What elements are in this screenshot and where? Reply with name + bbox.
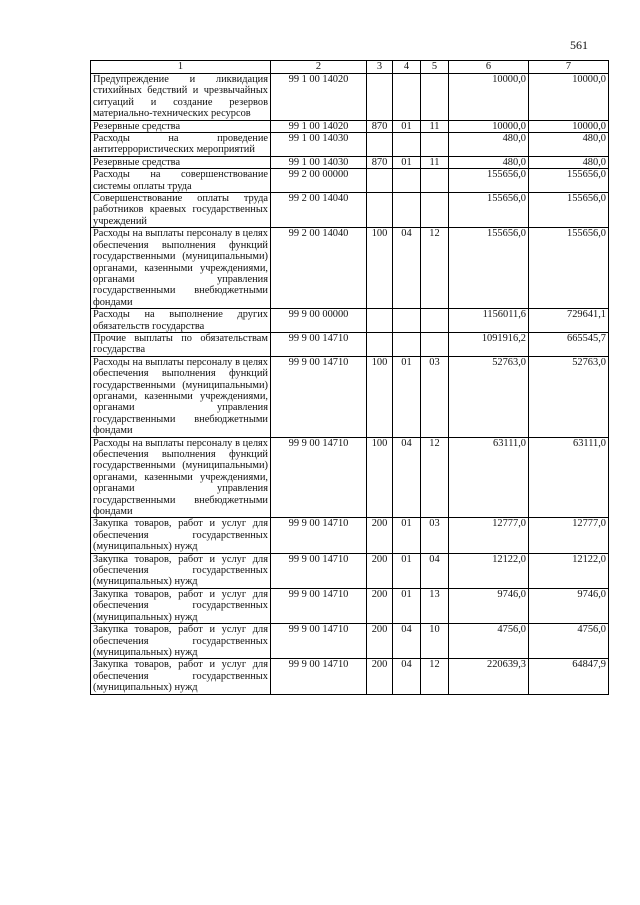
row-rz-cell xyxy=(393,193,421,228)
row-pr-cell: 11 xyxy=(421,156,449,168)
row-sum2-cell: 12122,0 xyxy=(529,553,609,588)
row-code-cell: 99 9 00 14710 xyxy=(271,588,367,623)
row-name-cell: Закупка товаров, работ и услуг для обеспечения государственных (муниципальных) нужд xyxy=(91,624,271,659)
row-rz-cell xyxy=(393,133,421,157)
row-sum1-cell: 10000,0 xyxy=(449,120,529,132)
row-code-cell: 99 9 00 00000 xyxy=(271,309,367,333)
row-sum2-cell: 4756,0 xyxy=(529,624,609,659)
row-code-cell: 99 2 00 14040 xyxy=(271,228,367,309)
row-sum1-cell: 1156011,6 xyxy=(449,309,529,333)
row-code-cell: 99 2 00 14040 xyxy=(271,193,367,228)
row-sum1-cell: 12122,0 xyxy=(449,553,529,588)
table-row xyxy=(91,437,609,518)
table-row xyxy=(91,332,609,356)
row-rz-cell: 04 xyxy=(393,437,421,518)
row-sum1-cell: 1091916,2 xyxy=(449,332,529,356)
table-row xyxy=(91,193,609,228)
row-pr-cell: 10 xyxy=(421,624,449,659)
header-col-5: 5 xyxy=(421,61,449,74)
row-name-cell: Предупреждение и ликвидация стихийных бедствий и чрезвычайных ситуаций и создание резервов материально-технических ресурсов xyxy=(91,74,271,121)
row-pr-cell xyxy=(421,309,449,333)
row-vr-cell xyxy=(367,332,393,356)
row-pr-cell: 03 xyxy=(421,518,449,553)
row-pr-cell xyxy=(421,133,449,157)
row-vr-cell xyxy=(367,309,393,333)
row-sum1-cell: 220639,3 xyxy=(449,659,529,694)
row-name-cell: Расходы на совершенствование системы оплаты труда xyxy=(91,169,271,193)
row-name-cell: Закупка товаров, работ и услуг для обеспечения государственных (муниципальных) нужд xyxy=(91,659,271,694)
row-name-cell: Закупка товаров, работ и услуг для обеспечения государственных (муниципальных) нужд xyxy=(91,518,271,553)
row-sum1-cell: 63111,0 xyxy=(449,437,529,518)
page-number: 561 xyxy=(570,38,588,52)
row-sum2-cell: 64847,9 xyxy=(529,659,609,694)
row-pr-cell: 13 xyxy=(421,588,449,623)
row-vr-cell: 200 xyxy=(367,659,393,694)
row-name-cell: Резервные средства xyxy=(91,120,271,132)
row-sum2-cell: 480,0 xyxy=(529,133,609,157)
row-sum2-cell: 10000,0 xyxy=(529,74,609,121)
row-sum2-cell: 10000,0 xyxy=(529,120,609,132)
table-row xyxy=(91,74,609,121)
row-vr-cell: 200 xyxy=(367,553,393,588)
row-vr-cell: 200 xyxy=(367,588,393,623)
header-col-6: 6 xyxy=(449,61,529,74)
row-rz-cell: 01 xyxy=(393,156,421,168)
row-pr-cell: 12 xyxy=(421,437,449,518)
row-vr-cell xyxy=(367,193,393,228)
row-sum1-cell: 52763,0 xyxy=(449,356,529,437)
budget-table xyxy=(90,60,609,695)
row-pr-cell xyxy=(421,193,449,228)
row-code-cell: 99 1 00 14020 xyxy=(271,74,367,121)
table-row xyxy=(91,133,609,157)
row-pr-cell: 03 xyxy=(421,356,449,437)
row-name-cell: Расходы на выплаты персоналу в целях обеспечения выполнения функций государственными (муниципальными) органами, казенными учреждениями, органами управления государственными внебюджетными фондами xyxy=(91,437,271,518)
row-sum2-cell: 729641,1 xyxy=(529,309,609,333)
row-name-cell: Расходы на выплаты персоналу в целях обеспечения выполнения функций государственными (муниципальными) органами, казенными учреждениями, органами управления государственными внебюджетными фондами xyxy=(91,356,271,437)
row-sum2-cell: 155656,0 xyxy=(529,228,609,309)
row-vr-cell: 200 xyxy=(367,624,393,659)
row-code-cell: 99 9 00 14710 xyxy=(271,437,367,518)
row-sum1-cell: 480,0 xyxy=(449,156,529,168)
row-name-cell: Расходы на проведение антитеррористических мероприятий xyxy=(91,133,271,157)
table-row xyxy=(91,309,609,333)
row-sum1-cell: 4756,0 xyxy=(449,624,529,659)
row-vr-cell: 100 xyxy=(367,437,393,518)
row-sum1-cell: 155656,0 xyxy=(449,169,529,193)
row-rz-cell: 01 xyxy=(393,120,421,132)
table-row xyxy=(91,553,609,588)
row-sum1-cell: 155656,0 xyxy=(449,193,529,228)
header-col-2: 2 xyxy=(271,61,367,74)
header-col-7: 7 xyxy=(529,61,609,74)
row-code-cell: 99 9 00 14710 xyxy=(271,518,367,553)
header-col-4: 4 xyxy=(393,61,421,74)
row-rz-cell: 04 xyxy=(393,624,421,659)
row-vr-cell: 100 xyxy=(367,356,393,437)
row-name-cell: Совершенствование оплаты труда работников краевых государственных учреждений xyxy=(91,193,271,228)
row-sum1-cell: 480,0 xyxy=(449,133,529,157)
row-pr-cell xyxy=(421,74,449,121)
row-sum2-cell: 665545,7 xyxy=(529,332,609,356)
row-code-cell: 99 1 00 14020 xyxy=(271,120,367,132)
row-sum2-cell: 155656,0 xyxy=(529,169,609,193)
row-rz-cell: 04 xyxy=(393,659,421,694)
row-sum2-cell: 52763,0 xyxy=(529,356,609,437)
row-rz-cell xyxy=(393,332,421,356)
row-vr-cell xyxy=(367,74,393,121)
row-rz-cell: 01 xyxy=(393,518,421,553)
row-name-cell: Расходы на выплаты персоналу в целях обеспечения выполнения функций государственными (муниципальными) органами, казенными учреждениями, органами управления государственными внебюджетными фондами xyxy=(91,228,271,309)
table-header-row xyxy=(91,61,609,74)
row-code-cell: 99 9 00 14710 xyxy=(271,356,367,437)
row-name-cell: Закупка товаров, работ и услуг для обеспечения государственных (муниципальных) нужд xyxy=(91,553,271,588)
row-code-cell: 99 1 00 14030 xyxy=(271,133,367,157)
table-row xyxy=(91,659,609,694)
table-row xyxy=(91,356,609,437)
table-row xyxy=(91,228,609,309)
row-vr-cell: 200 xyxy=(367,518,393,553)
row-code-cell: 99 9 00 14710 xyxy=(271,332,367,356)
row-name-cell: Прочие выплаты по обязательствам государства xyxy=(91,332,271,356)
row-vr-cell xyxy=(367,133,393,157)
table-row xyxy=(91,518,609,553)
header-col-1: 1 xyxy=(91,61,271,74)
row-sum1-cell: 12777,0 xyxy=(449,518,529,553)
row-code-cell: 99 2 00 00000 xyxy=(271,169,367,193)
row-sum1-cell: 10000,0 xyxy=(449,74,529,121)
table-row xyxy=(91,169,609,193)
row-rz-cell xyxy=(393,74,421,121)
header-col-3: 3 xyxy=(367,61,393,74)
row-sum2-cell: 63111,0 xyxy=(529,437,609,518)
row-code-cell: 99 9 00 14710 xyxy=(271,624,367,659)
row-vr-cell: 100 xyxy=(367,228,393,309)
row-vr-cell: 870 xyxy=(367,120,393,132)
row-rz-cell: 04 xyxy=(393,228,421,309)
row-pr-cell xyxy=(421,332,449,356)
table-row xyxy=(91,120,609,132)
table-row xyxy=(91,156,609,168)
row-code-cell: 99 9 00 14710 xyxy=(271,553,367,588)
row-pr-cell: 12 xyxy=(421,659,449,694)
row-code-cell: 99 9 00 14710 xyxy=(271,659,367,694)
row-sum2-cell: 155656,0 xyxy=(529,193,609,228)
table-body xyxy=(91,74,609,695)
row-pr-cell: 11 xyxy=(421,120,449,132)
row-name-cell: Расходы на выполнение других обязательств государства xyxy=(91,309,271,333)
row-sum2-cell: 12777,0 xyxy=(529,518,609,553)
row-vr-cell xyxy=(367,169,393,193)
row-rz-cell: 01 xyxy=(393,356,421,437)
row-sum2-cell: 480,0 xyxy=(529,156,609,168)
row-sum1-cell: 9746,0 xyxy=(449,588,529,623)
row-code-cell: 99 1 00 14030 xyxy=(271,156,367,168)
row-pr-cell: 04 xyxy=(421,553,449,588)
row-vr-cell: 870 xyxy=(367,156,393,168)
table-row xyxy=(91,588,609,623)
row-sum1-cell: 155656,0 xyxy=(449,228,529,309)
row-rz-cell xyxy=(393,309,421,333)
row-rz-cell: 01 xyxy=(393,588,421,623)
row-name-cell: Закупка товаров, работ и услуг для обеспечения государственных (муниципальных) нужд xyxy=(91,588,271,623)
row-sum2-cell: 9746,0 xyxy=(529,588,609,623)
row-name-cell: Резервные средства xyxy=(91,156,271,168)
row-rz-cell xyxy=(393,169,421,193)
row-rz-cell: 01 xyxy=(393,553,421,588)
table-row xyxy=(91,624,609,659)
row-pr-cell: 12 xyxy=(421,228,449,309)
row-pr-cell xyxy=(421,169,449,193)
